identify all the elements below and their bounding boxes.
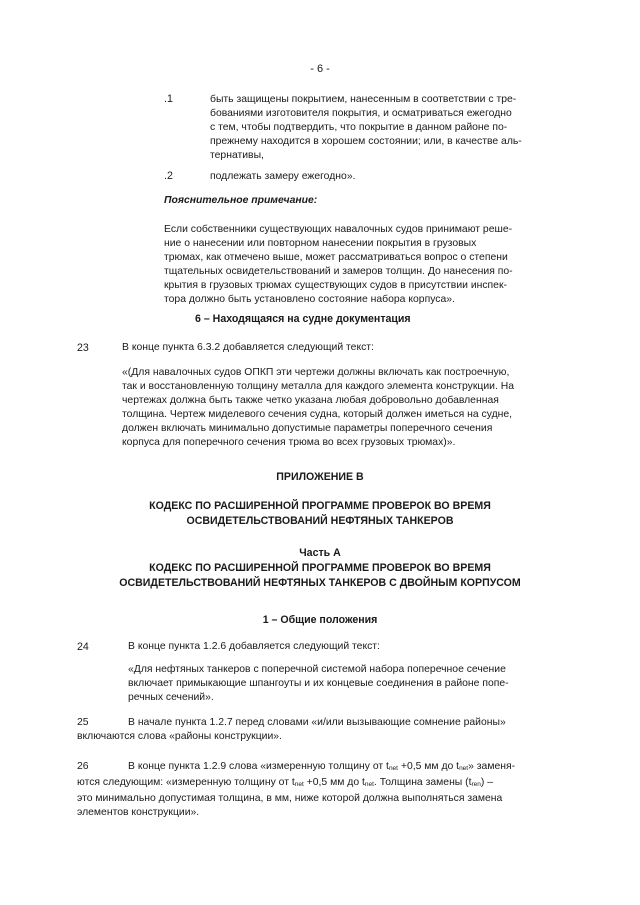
part-code-line-2: ОСВИДЕТЕЛЬСТВОВАНИЙ НЕФТЯНЫХ ТАНКЕРОВ С ДВОЙНЫМ КОРПУСОМ <box>119 577 521 589</box>
note-text <box>164 223 550 307</box>
text-line <box>77 776 550 792</box>
text-span: ются следующим: «измеренную толщину от t <box>77 777 295 788</box>
text-line: прежнему находится в хорошем состоянии; или, в качестве аль- <box>210 136 522 147</box>
text-line: включает примыкающие шпангоуты и их концевые соединения в районе попе- <box>128 678 509 689</box>
part-title: Часть А <box>299 547 341 559</box>
note-title: Пояснительное примечание: <box>164 195 318 206</box>
text-line: речных сечений». <box>128 692 214 703</box>
text-span: В начале пункта 1.2.7 перед словами «и/или вызывающие сомнение районы» <box>128 717 506 728</box>
text-line: тернативы, <box>210 150 264 161</box>
amendment-23-text <box>122 366 550 450</box>
text-line: элементов конструкции». <box>77 807 200 818</box>
item-2-text: подлежать замеру ежегодно». <box>210 171 356 182</box>
subscript: net <box>388 765 398 772</box>
appendix-code-line-2: ОСВИДЕТЕЛЬСТВОВАНИЙ НЕФТЯНЫХ ТАНКЕРОВ <box>186 515 454 527</box>
appendix-code-line-1: КОДЕКС ПО РАСШИРЕННОЙ ПРОГРАММЕ ПРОВЕРОК ВО ВРЕМЯ <box>149 500 491 512</box>
text-line: с тем, чтобы подтвердить, что покрытие в данном районе по- <box>210 122 508 133</box>
appendix-title: ПРИЛОЖЕНИЕ В <box>276 471 364 483</box>
amendment-24-intro: В конце пункта 1.2.6 добавляется следующий текст: <box>128 641 380 652</box>
text-line: быть защищены покрытием, нанесенным в соответствии с тре- <box>210 94 517 105</box>
subscript: net <box>459 765 469 772</box>
amendment-23-intro: В конце пункта 6.3.2 добавляется следующий текст: <box>122 342 374 353</box>
text-span: » заменя- <box>468 761 516 772</box>
text-line: трюмах, как отмечено выше, может рассматриваться вопрос о степени <box>164 252 508 263</box>
text-line: «(Для навалочных судов ОПКП эти чертежи должны включать как построечную, <box>122 367 510 378</box>
text-line: толщина. Чертеж миделевого сечения судна, который должен иметься на судне, <box>122 409 513 420</box>
text-span: В конце пункта 1.2.9 слова «измеренную толщину от t <box>128 761 389 772</box>
amendment-25-text <box>77 716 550 744</box>
amendment-26-text <box>77 760 550 820</box>
item-1-text <box>210 93 549 163</box>
amendment-number-23: 23 <box>77 342 89 354</box>
text-line <box>77 760 550 776</box>
text-line: тщательных освидетельствований и замеров толщин. До нанесения по- <box>164 266 513 277</box>
amendment-24-text <box>128 663 550 705</box>
text-line: корпуса для поперечного сечения трюма во всех грузовых трюмах)». <box>122 437 456 448</box>
text-line: ние о нанесении или повторном нанесении покрытия в грузовых <box>164 238 477 249</box>
subscript: net <box>364 781 374 788</box>
text-line: крытия в грузовых трюмах существующих судов в присутствии инспек- <box>164 280 507 291</box>
text-line <box>77 716 550 730</box>
amendment-number-24: 24 <box>77 641 89 653</box>
text-line: бованиями изготовителя покрытия, и осматриваться ежегодно <box>210 108 512 119</box>
text-line: тора должно быть установлено состояние набора корпуса». <box>164 294 455 305</box>
amendment-number-25: 25 <box>77 717 89 728</box>
page-number: - 6 - <box>310 63 330 75</box>
text-line: так и восстановленную толщину металла для каждого элемента конструкции. На <box>122 381 514 392</box>
text-line: должен включать минимально допустимые параметры поперечного сечения <box>122 423 493 434</box>
text-line: Если собственники существующих навалочных судов принимают реше- <box>164 224 513 235</box>
text-span: ) – <box>480 777 494 788</box>
item-number-1: .1 <box>164 93 173 105</box>
text-span: +0,5 мм до t <box>303 777 365 788</box>
section-1-heading: 1 – Общие положения <box>262 614 378 626</box>
text-line: это минимально допустимая толщина, в мм, ниже которой должна выполняться замена <box>77 793 503 804</box>
section-6-heading: 6 – Находящаяся на судне документация <box>195 313 411 325</box>
text-line: «Для нефтяных танкеров с поперечной системой набора поперечное сечение <box>128 664 506 675</box>
text-span: . Толщина замены (t <box>373 777 472 788</box>
item-number-2: .2 <box>164 170 173 182</box>
part-code-line-1: КОДЕКС ПО РАСШИРЕННОЙ ПРОГРАММЕ ПРОВЕРОК ВО ВРЕМЯ <box>149 562 491 574</box>
text-line: чертежах должна быть также четко указана любая добровольно добавленная <box>122 395 499 406</box>
subscript: ren <box>471 781 481 788</box>
text-span: +0,5 мм до t <box>397 761 460 772</box>
subscript: net <box>294 781 304 788</box>
amendment-number-26: 26 <box>77 761 89 772</box>
text-line: включаются слова «районы конструкции». <box>77 731 282 742</box>
